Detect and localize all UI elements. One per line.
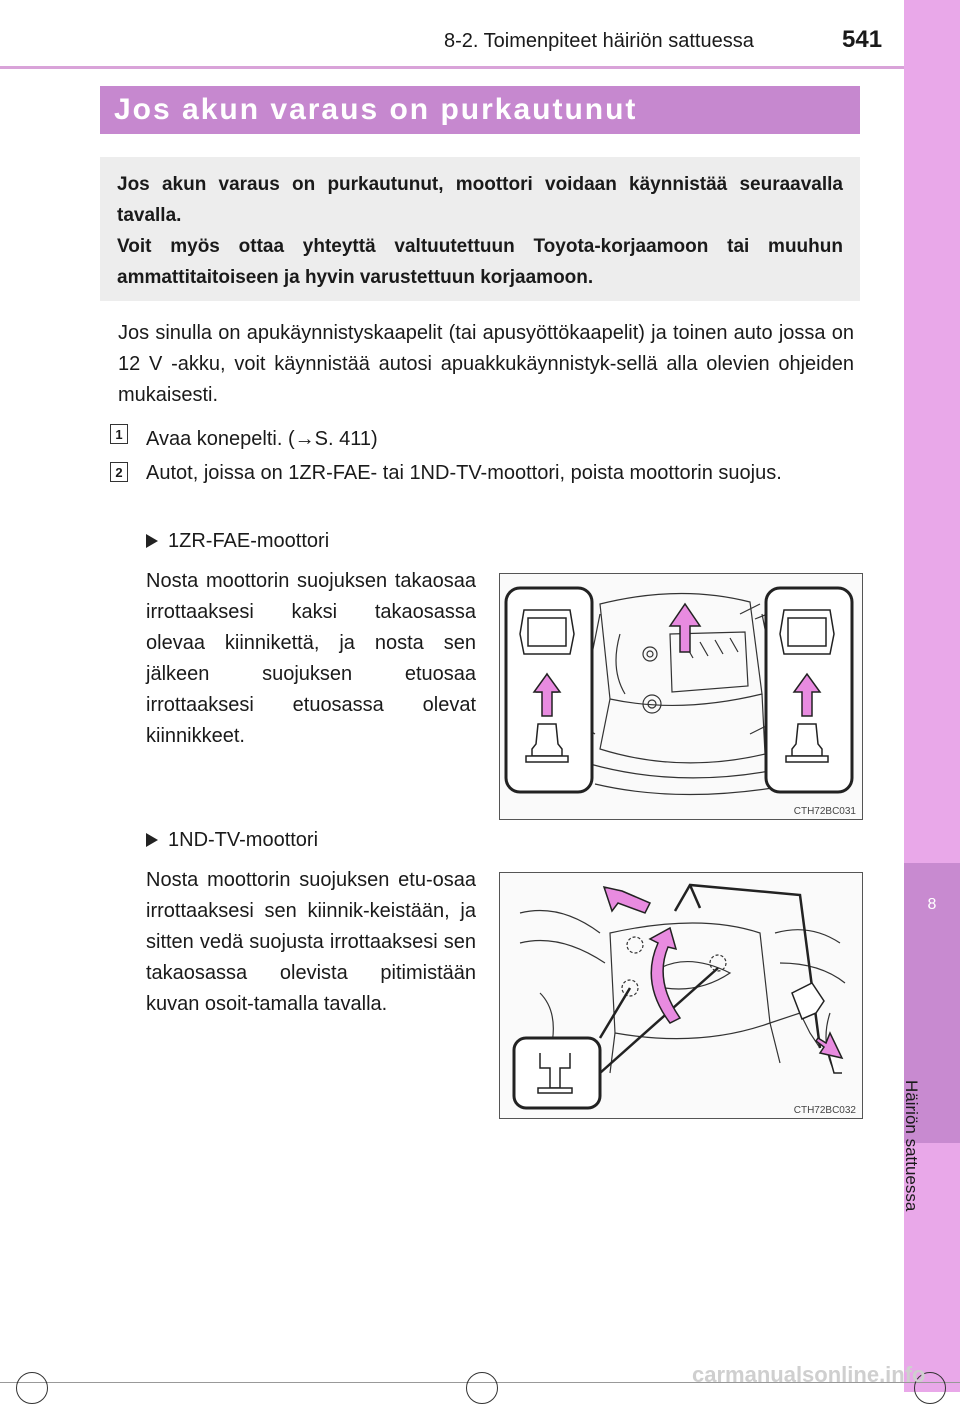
body-intro: Jos sinulla on apukäynnistyskaapelit (tai apusyöttökaapelit) ja toinen auto jossa on 12 V -akku, voit käynnistää autosi apuakkukäynnistyk-sellä alla olevien ohjeiden mukaisesti.	[118, 322, 854, 406]
engine-2-instructions: Nosta moottorin suojuksen etu-osaa irrottaaksesi sen kiinnik-keistään, ja sitten vedä suojusta irrottaaksesi sen takaosassa olevista pitimistään kuvan osoit-tamalla tavalla.	[146, 869, 476, 1015]
bullet-triangle-icon	[146, 534, 158, 548]
step-text-2: Autot, joissa on 1ZR-FAE- tai 1ND-TV-moottori, poista moottorin suojus.	[146, 462, 782, 484]
engine-cover-illustration-1	[500, 574, 862, 819]
engine-2-label-text: 1ND-TV-moottori	[168, 829, 319, 851]
lift-arrows-2	[604, 887, 842, 1058]
crop-mark-icon	[16, 1372, 48, 1404]
section-title: Jos akun varaus on purkautunut	[100, 86, 860, 134]
engine-1-label	[146, 530, 329, 553]
bullet-triangle-icon	[146, 833, 158, 847]
crop-mark-icon	[466, 1372, 498, 1404]
figure-code-2: CTH72BC032	[793, 1105, 856, 1116]
engine-1-label-text: 1ZR-FAE-moottori	[168, 530, 330, 552]
step-badge-1: 1	[110, 424, 128, 444]
header-section-ref: 8-2. Toimenpiteet häiriön sattuessa	[444, 30, 754, 52]
engine-1-instructions: Nosta moottorin suojuksen takaosaa irrottaaksesi kaksi takaosassa olevaa kiinnikettä, ja nosta sen jälkeen suojuksen etuosaa irrottaaksesi etuosassa olevat kiinnikkeet.	[146, 570, 476, 747]
figure-code-1: CTH72BC031	[793, 806, 856, 817]
header-divider	[0, 66, 904, 69]
step-badge-2: 2	[110, 462, 128, 482]
figure-1nd-tv-engine-cover	[499, 872, 863, 1119]
intro-line-2: Voit myös ottaa yhteyttä valtuutettuun Toyota-korjaamoon tai muuhun ammattitaitoiseen ja hyvin varustettuun korjaamoon.	[117, 236, 843, 288]
engine-cover-illustration-2	[500, 873, 862, 1118]
page-number: 541	[842, 26, 883, 53]
step-text-1: Avaa konepelti. (→S. 411)	[146, 428, 378, 450]
watermark: carmanualsonline.info	[692, 1362, 926, 1387]
engine-2-label	[146, 829, 318, 852]
intro-box	[100, 157, 860, 301]
chapter-title: Häiriön sattuessa	[902, 1080, 921, 1212]
intro-line-1: Jos akun varaus on purkautunut, moottori voidaan käynnistää seuraavalla tavalla.	[117, 174, 843, 226]
figure-1zr-fae-engine-cover	[499, 573, 863, 820]
chapter-number: 8	[927, 896, 937, 913]
